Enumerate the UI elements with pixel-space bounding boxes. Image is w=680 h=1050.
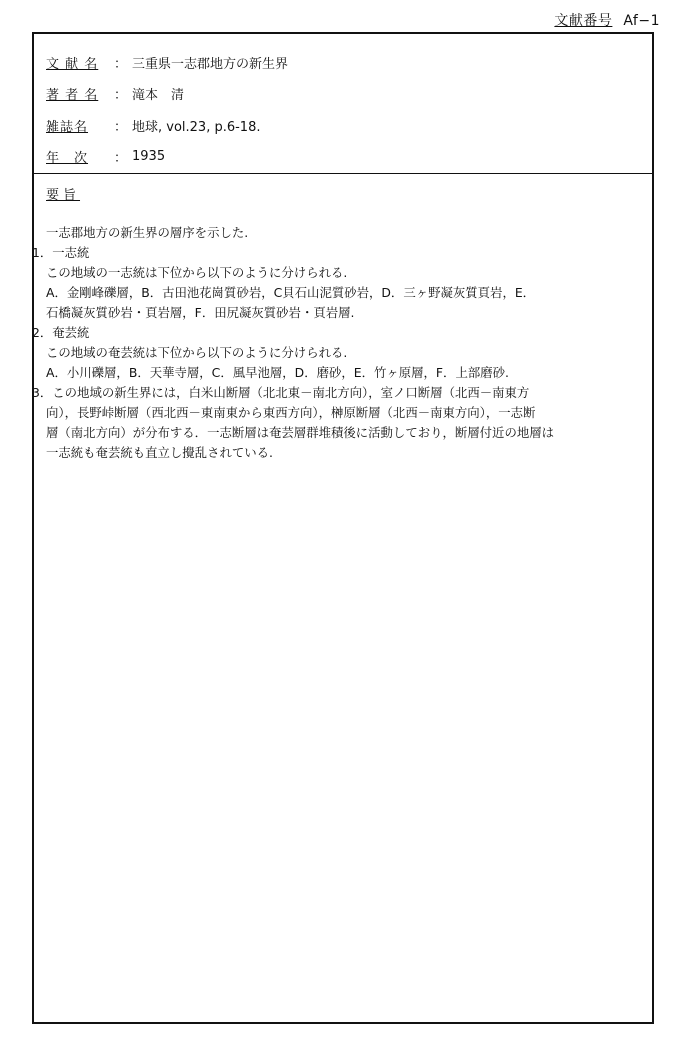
summary-line: 向），長野峠断層（西北西－東南東から東西方向），榊原断層（北西－南東方向），一志断 [46, 405, 536, 420]
meta-value-year: 1935 [132, 148, 166, 164]
summary-line: この地域の一志統は下位から以下のように分けられる. [46, 265, 348, 280]
document-number-label: 文献番号 [554, 13, 613, 29]
meta-label-title: 文 献 名 [46, 56, 99, 72]
summary-line: 石橋凝灰質砂岩・頁岩層，F．田尻凝灰質砂岩・頁岩層. [46, 305, 355, 320]
meta-colon: ： [114, 56, 128, 72]
meta-value-title: 三重県一志郡地方の新生界 [132, 56, 289, 72]
meta-label-author: 著 者 名 [46, 87, 99, 103]
meta-row-year [46, 145, 165, 167]
meta-colon: ： [114, 119, 128, 135]
meta-value-journal: 地球, vol.23, p.6-18. [132, 119, 261, 135]
meta-value-author: 滝本 清 [132, 87, 185, 103]
meta-label-year: 年 次 [46, 150, 89, 166]
summary-line: A．金剛峰礫層，B．古田池花崗質砂岩，C貝石山泥質砂岩，D．三ヶ野凝灰質頁岩，E． [46, 285, 536, 300]
document-number-value: Af−1 [623, 13, 660, 29]
summary-line: この地域の奄芸統は下位から以下のように分けられる. [46, 345, 348, 360]
metadata-section [34, 34, 652, 174]
summary-line: 1．一志統 [32, 245, 90, 260]
meta-colon: ： [114, 87, 128, 103]
summary-heading: 要旨 [46, 188, 81, 203]
summary-line: 層（南北方向）が分布する．一志断層は奄芸層群堆積後に活動しており，断層付近の地層は [46, 425, 555, 440]
summary-line: 一志統も奄芸統も直立し攪乱されている. [46, 445, 273, 460]
meta-row-journal [46, 114, 260, 136]
document-frame [32, 32, 654, 1024]
summary-line: 3．この地域の新生界には，白米山断層（北北東－南北方向），室ノ口断層（北西－南東方 [32, 385, 530, 400]
document-number [554, 10, 660, 30]
meta-row-title [46, 51, 288, 73]
meta-label-journal: 雑誌名 [46, 119, 89, 135]
meta-row-author [46, 82, 184, 104]
meta-colon: ： [114, 150, 128, 166]
summary-line: 2．奄芸統 [32, 325, 90, 340]
summary-line: A．小川礫層，B．天華寺層，C．風早池層，D．磨砂，E．竹ヶ原層，F．上部磨砂. [46, 365, 509, 380]
summary-line: 一志郡地方の新生界の層序を示した. [46, 225, 249, 240]
